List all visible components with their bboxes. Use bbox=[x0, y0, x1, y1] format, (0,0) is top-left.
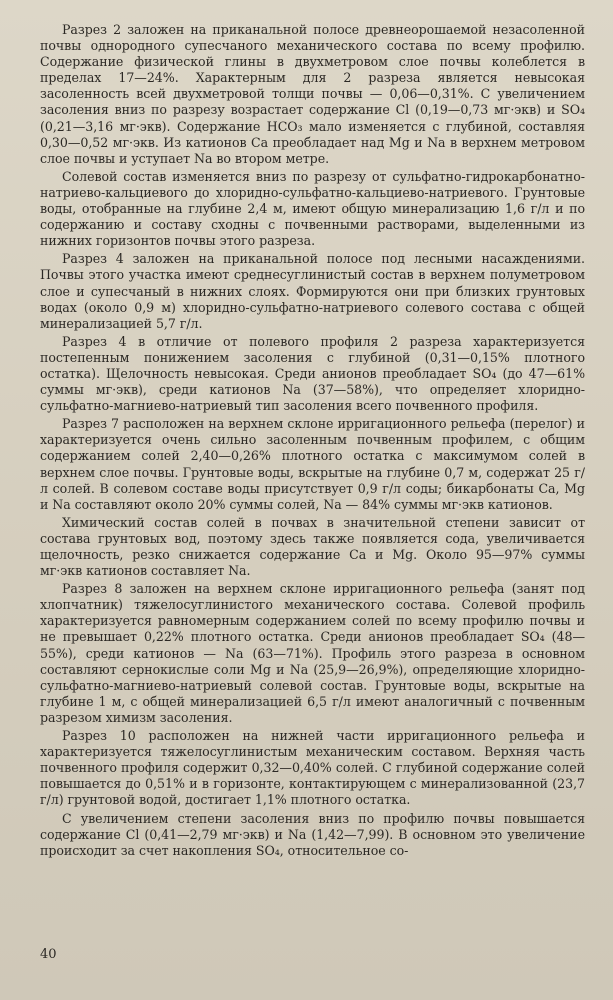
paragraph-section-8: Разрез 8 заложен на верхнем склоне ирригационного рельефа (занят под хлопчатник) тяжелосуглинистого механического состава. Солевой профиль характеризуется равномерным содержанием солей по всему профилю почвы и не превышает 0,22% плотного остатка. Среди анионов преобладает SO₄ (48—55%), среди катионов — Na (63—71%). Профиль этого разреза в основном составляют сернокислые соли Mg и Na (25,9—26,9%), определяющие хлоридно-сульфатно-магниево-натриевый солевой состав. Грунтовые воды, вскрытые на глубине 1 м, с общей минерализацией 6,5 г/л имеют аналогичный с почвенным разрезом химизм засоления. bbox=[40, 581, 585, 725]
paragraph-section-10: Разрез 10 расположен на нижней части ирригационного рельефа и характеризуется тяжелосуглинистым механическим составом. Верхняя часть почвенного профиля содержит 0,32—0,40% солей. С глубиной содержание солей повышается до 0,51% и в горизонте, контактирующем с минерализованной (23,7 г/л) грунтовой водой, достигает 1,1% плотного остатка. bbox=[40, 728, 585, 808]
paragraph-salinity-increase: С увеличением степени засоления вниз по профилю почвы повышается содержание Cl (0,41—2,79 мг·экв) и Na (1,42—7,99). В основном это увеличение происходит за счет накопления SO₄, относительное со- bbox=[40, 810, 585, 858]
paragraph-section-2: Разрез 2 заложен на приканальной полосе древнеорошаемой незасоленной почвы однородного супесчаного механического состава по всему профилю. Содержание физической глины в двухметровом слое почвы колеблется в пределах 17—24%. Характерным для 2 разреза является невысокая засоленность всей двухметровой толщи почвы — 0,06—0,31%. С увеличением засоления вниз по разрезу возрастает содержание Cl (0,19—0,73 мг·экв) и SO₄ (0,21—3,16 мг·экв). Содержание HCO₃ мало изменяется с глубиной, составляя 0,30—0,52 мг·экв. Из катионов Ca преобладает над Mg и Na в верхнем метровом слое почвы и уступает Na во втором метре. bbox=[40, 22, 585, 166]
page-number: 40 bbox=[40, 947, 57, 962]
paragraph-section-4-intro: Разрез 4 заложен на приканальной полосе под лесными насаждениями. Почвы этого участка имеют среднесуглинистый состав в верхнем полуметровом слое и супесчаный в нижних слоях. Формируются они при близких грунтовых водах (около 0,9 м) хлоридно-сульфатно-натриевого солевого состава с общей минерализацией 5,7 г/л. bbox=[40, 251, 585, 331]
paragraph-section-4-salinity: Разрез 4 в отличие от полевого профиля 2 разреза характеризуется постепенным понижением засоления с глубиной (0,31—0,15% плотного остатка). Щелочность невысокая. Среди анионов преобладает SO₄ (до 47—61% суммы мг·экв), среди катионов Na (37—58%), что определяет хлоридно-сульфатно-магниево-натриевый тип засоления всего почвенного профиля. bbox=[40, 333, 585, 414]
paragraph-chemical-composition: Химический состав солей в почвах в значительной степени зависит от состава грунтовых вод, поэтому здесь также появляется сода, увеличивается щелочность, резко снижается содержание Ca и Mg. Около 95—97% суммы мг·экв катионов составляет Na. bbox=[40, 514, 585, 579]
paragraph-salt-composition: Солевой состав изменяется вниз по разрезу от сульфатно-гидрокарбонатно-натриево-кальциевого до хлоридно-сульфатно-кальциево-натриевого. Грунтовые воды, отобранные на глубине 2,4 м, имеют общую минерализацию 1,6 г/л и по содержанию и составу сходны с почвенными растворами, выделенными из нижних горизонтов почвы этого разреза. bbox=[40, 168, 585, 249]
paragraph-section-7: Разрез 7 расположен на верхнем склоне ирригационного рельефа (перелог) и характеризуется очень сильно засоленным почвенным профилем, с общим содержанием солей 2,40—0,26% плотного остатка с максимумом солей в верхнем слое почвы. Грунтовые воды, вскрытые на глубине 0,7 м, содержат 25 г/л солей. В солевом составе воды присутствует 0,9 г/л соды; бикарбонаты Ca, Mg и Na составляют около 20% суммы солей, Na — 84% суммы мг·экв катионов. bbox=[40, 416, 585, 512]
